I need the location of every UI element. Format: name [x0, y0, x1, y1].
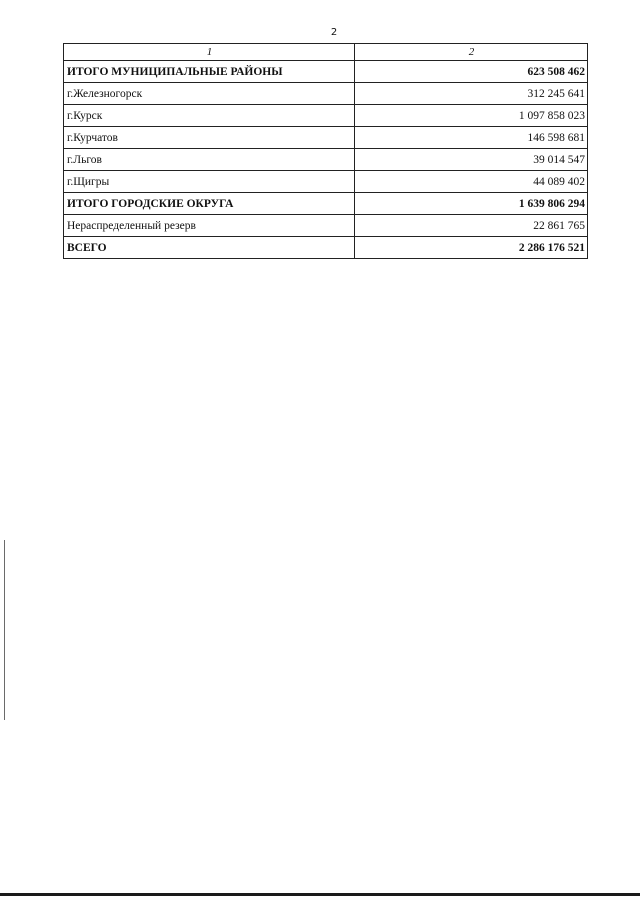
- row-name: ИТОГО ГОРОДСКИЕ ОКРУГА: [64, 193, 355, 215]
- row-name: г.Щигры: [64, 171, 355, 193]
- table-header-row: [64, 44, 588, 61]
- row-value: 146 598 681: [355, 127, 588, 149]
- table-row: [64, 105, 588, 127]
- row-name: ИТОГО МУНИЦИПАЛЬНЫЕ РАЙОНЫ: [64, 61, 355, 83]
- row-value: 312 245 641: [355, 83, 588, 105]
- row-value: 22 861 765: [355, 215, 588, 237]
- row-value: 39 014 547: [355, 149, 588, 171]
- budget-allocation-table: [63, 43, 588, 259]
- table-row: [64, 215, 588, 237]
- table-row-total-municipal-districts: [64, 61, 588, 83]
- row-value: 1 097 858 023: [355, 105, 588, 127]
- row-value: 1 639 806 294: [355, 193, 588, 215]
- table-row: [64, 149, 588, 171]
- table-row-total-city-districts: [64, 193, 588, 215]
- row-name: г.Льгов: [64, 149, 355, 171]
- scan-bottom-edge: [0, 893, 640, 896]
- row-value: 623 508 462: [355, 61, 588, 83]
- row-name: г.Курск: [64, 105, 355, 127]
- table-row: [64, 171, 588, 193]
- row-name: г.Курчатов: [64, 127, 355, 149]
- scan-margin-line: [4, 540, 5, 720]
- table-row-grand-total: [64, 237, 588, 259]
- row-value: 44 089 402: [355, 171, 588, 193]
- column-header-1: 1: [64, 44, 355, 61]
- table-row: [64, 127, 588, 149]
- row-name: ВСЕГО: [64, 237, 355, 259]
- table-row: [64, 83, 588, 105]
- row-name: Нераспределенный резерв: [64, 215, 355, 237]
- row-name: г.Железногорск: [64, 83, 355, 105]
- page-number: 2: [330, 27, 338, 38]
- column-header-2: 2: [355, 44, 588, 61]
- row-value: 2 286 176 521: [355, 237, 588, 259]
